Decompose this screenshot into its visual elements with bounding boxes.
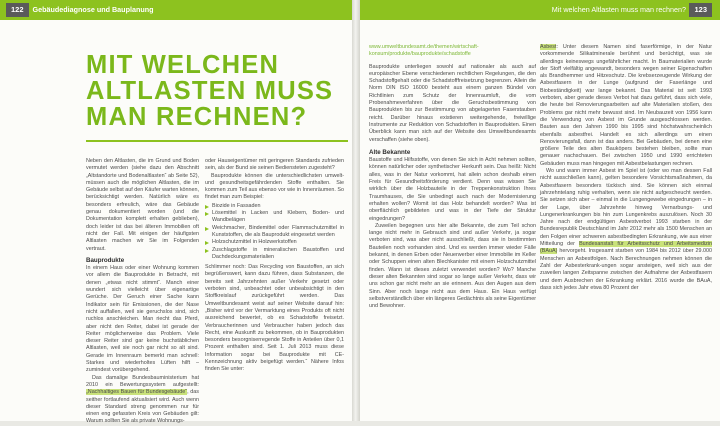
book-gutter [352, 0, 360, 421]
asbest-risk-paragraph [540, 168, 712, 292]
left-page [0, 0, 352, 425]
substance-list [205, 203, 344, 261]
right-page-header [360, 0, 720, 20]
right-section-title: Mit welchen Altlasten muss man rechnen? [551, 5, 686, 14]
left-section-title: Gebäudediagnose und Bauplanung [32, 5, 154, 15]
list-item: Weichmacher, Bindemittel oder Flammschutzmittel in Kunststoffen, die als Bauprodukt eingesetzt werden [205, 225, 344, 240]
asbest-text: : Unter diesem Namen sind faserförmige, in der Natur vorkommende Silikatminerale berühmt und berüchtigt, was sie allerdings keineswegs ungefährlicher macht. In Baumaterialien wurde der Stoff vielfältig angewandt, besonders wegen seiner Eigenschaften als Brandhemmer und Hitzeschutz. Die krebserzeugende Wirkung der Asbestfasern in der Lunge (aufgrund der Faserlänge und Biobeständigkeit) war lange bekannt. Das Material ist seit 1993 verboten, aber gerade dieses Verbot hat dazu geführt, dass sich viele, die heute bei Renovierungsarbeiten auf alte Materialien stoßen, des Problems gar nicht mehr bewusst sind. Im Neubauzeit von 1956 kann die Verwendung von Asbest im Grunde ausgeschlossen werden. Bauten aus den Jahren 1990 bis 1995 sind höchstwahrscheinlich ebenfalls asbestfrei. Handelt es sich allerdings um einen Renovierungsfall, dann ist das anders. Bei Gebäuden, bei denen eine größere Teile des alten Bauköpers bestehen bleiben, sollte man genauer nachschauen. Bei zwischen 1950 und 1990 errichteten Gebäuden muss man hingegen mit Asbestbelastungen rechnen. [540, 44, 712, 167]
col2-paragraph-3: Schlimmer noch: Das Recycling von Baustoffen, an sich begrüßenswert, kann dazu führen, dass Substanzen, die bereits seit Jahrzehnten außer Verkehr gesetzt oder verboten sind, unbeachtet oder unbeabsichtigt in den Stoffkreislauf zurückgeführt werden. Das Umweltbundesamt weist auf seiner Website darauf hin: „Bisher wird vor der Vermarktung eines Produkts oft nicht ausreichend bewertet, ob es Schadstoffe freisetzt. Verbraucherinnen und Verbraucher haben jedoch das Recht, eine Auskunft zu bekommen, ob in Bauprodukten besonders besorgniserregende Stoffe in Anteilen über 0,1 Prozent enthalten sind. Seit 1. Juli 2013 muss diese Information sogar bei Bauprodukte mit CE-Kennzeichnung aktiv beigefügt werden.“ Nähere Infos finden Sie unter: [205, 264, 344, 373]
alte-bekannte-heading: Alte Bekannte [369, 148, 411, 156]
list-item: Holzschutzmittel in Holzwerkstoffen [205, 239, 344, 246]
bundesbau-paragraph [86, 375, 199, 426]
umweltbundesamt-url[interactable]: www.umweltbundesamt.de/themen/wirtschaft-konsum/produkte/bauprodukte/schadstoffe [369, 44, 479, 58]
right-column-2 [540, 44, 712, 292]
left-page-header [0, 0, 352, 20]
right-page [360, 0, 720, 421]
bauprodukte-heading: Bauprodukte [86, 256, 125, 264]
col2-intro: oder Hauseigentümer mit geringeren Standards zufrieden sein, als der Bund sie seinen Bediensteten zugesteht? [205, 158, 344, 172]
bundesbau-text-post: , das seither fortlaufend aktualisiert wird. Auch wenn dieser Standard streng genommen nur für einen eng gefassten Kreis von Gebäuden gilt: Warum sollten Sie als private Wohnungs- [86, 389, 199, 425]
title-rule [86, 140, 348, 142]
left-column-1 [86, 158, 199, 426]
alte-bekannte-paragraph-1: Baustoffe und Hilfsstoffe, von denen Sie sich in Acht nehmen sollten, können natürlicher oder synthetischer Herkunft sein. Das heißt: Nicht alles, was in der Natur vorkommt, hat allein schon deshalb einen Freis für Gesundheitsförderung verdient. Denn was wissen Sie wirklich über die Holzbauteile in der Treppenkonstruktion Ihres Traumhauses, die Sie unbedingt auch nach der Modernisierung erhalten wollen? Womit ist das Holz behandelt worden? Was ist oberflächlich gebildeten und was in der Tiefe der Struktur eingedrungen? [369, 157, 536, 222]
right-page-number: 123 [689, 3, 712, 17]
right-column-1 [369, 44, 536, 310]
list-item: Zuschlagstoffe in mineralischen Baustoffen und Dachdeckungsmaterialien [205, 247, 344, 262]
regulation-paragraph: Bauprodukte unterliegen sowohl auf nationaler als auch auf europäischer Ebene verschiedenen rechtlichen Regelungen, die den Schadstoffgehalt oder die Schadstofffreisetzung begrenzen. Allein die Norm DIN ISO 16000 besteht aus einem ganzen Bündel von Richtlinien zum Schutz der Innenraumluft, die vom Probenahmeverfahren über die Geruchsbestimmung von Bauprodukten bis zur Bestimmung von abgelagerten Faserstauben reicht. Darüber hinaus existieren weitergehende, freiwillige Instrumente zur Reduktion von Schadstoffen in Bauprodukten. Einen Überblick kann man sich auf der Website des Umweltbundesamts verschaffen (siehe oben). [369, 63, 536, 143]
asbest-paragraph [540, 44, 712, 168]
nachhaltiges-bauen-highlight: „Nachhaltiges Bauen für Bundesgebäude“ [86, 389, 188, 396]
bauprodukte-paragraph: In einem Haus oder einer Wohnung kommen vor allem die Bauprodukte in Betracht, mit denen „etwas nicht stimmt“. Manch einer wundert sich vielleicht über eigenartige Gerüche. Der Geruch einer Sache kann Indikator sein für Emissionen, die der Nase nicht auffallen, weil sie geruchslos sind, sich ruchlos anschleichen. Man riecht das Pferd, aber nicht den Reiter, dabei ist gerade der Reiter möglicherweise das Problem. Viele dieser Reiter sind gar keine buchstäblichen Altlasten, weil sie noch gar nicht so alt sind. Gerade im Innenraum bemerkt man schnell: Starkes und wiederholtes Lüften hilft – zumindest vorübergehend. [86, 265, 199, 374]
col2-paragraph-2: Bauprodukte können die unterschiedlichsten umwelt- und gesundheitsgefährdenden Stoffe enthalten. Sie kommen zum Teil aus ebenso vor wie in Innenräumen. So findet man zum Beispiel: [205, 172, 344, 201]
asbest-highlight: Asbest [540, 44, 557, 50]
list-item: Lösemittel in Lacken und Klebern, Boden- und Wandbelägen [205, 210, 344, 225]
left-page-number: 122 [6, 3, 29, 17]
alte-bekannte-paragraph-2: Zuweilen begegnen uns hier alte Bekannte, die zum Teil schon lange nicht mehr in Gebrauch sind und außer Verkehr, ja sogar verboten sind, was aber nicht ausschließt, dass sie in bestimmten Bauteilen noch vorhanden sind. Und es werden immer wieder Fälle bekannt, in denen Erben oder Neuerwerber einer Immobilie im Keller oder Schuppen einen alten Blechkanister mit einem Holzschutzmittel finden. Wann ist dieses zuletzt verwendet worden? Wo? Manche dieser alten Bekannten sind sogar so lange außer Verkehr, dass wir uns schon gar nicht mehr an sie erinnern. Aus den Augen aus dem Sinn. Aber noch lange nicht aus dem Haus. Ein Haus verfügt selbstverständlich über ein längeres Gedächtnis als seine Eigentümer und Bewohner. [369, 222, 536, 310]
bundesbau-text-pre: Das damalige Bundesbauministerium hat 2010 ein Bewertungssystem aufgestellt: [86, 374, 199, 388]
list-item: Biozide in Fassaden [205, 203, 344, 210]
asbest-risk-text-pre: Wo und wann immer Asbest im Spiel ist (oder wo man dessen Fall nicht ausschließen kann), gelten besondere Vorsichtsmaßnahmen, da Asbestfasern besonders tückisch sind. Sie können sich einmal jahrzehntelang ruhig verhalten, wenn sie nicht aufgescheucht werden. Sie setzen sich aber – einmal in die Lungengewebe eingedrungen – in der Lage, über Jahrzehnte hinweg Vernarbungs- und Lungenerkrankungen bis hin zum Lungenkrebs auszulösen. Noch 30 Jahre nach der endgültigen Asbestverbot 1993 starben in der Bundesrepublik Deutschland im Jahr 2012 mehr als 1500 Menschen an den Folgen einer schweren asbestbedingten Erkrankung, wie aus einer Mitteilung der [540, 168, 712, 248]
asbest-risk-text-post: hervorgeht. Insgesamt starben von 1984 bis 2012 über 29.000 Menschen an Asbestfolgen. Nach Berechnungen nehmen können die Zahl der Asbesterkrank-ungen sogar ansteigen, weil sich aus der zuweilen langen Zeitspanne zwischen der Aufnahme der Asbestfasern und dem Ausbrechen der Erkrankung erklärt. 2016 wurde die BAuA, dass sich jedes Jahr etwa 80 Prozent der [540, 248, 712, 291]
article-title: MIT WELCHEN ALTLASTEN MUSS MAN RECHNEN? [86, 51, 334, 131]
intro-paragraph: Neben den Altlasten, die im Grund und Boden vermutet werden (siehe dazu den Abschnitt „Altstandorte und Bodenaltlasten“ ab Seite 52), müssen auch die möglichen Altlasten, die im Gebäude selbst auf den Käufer warten können, berücksichtigt werden. Natürlich wäre es besonders erfreulich, wäre das Gebäude genau dokumentiert worden (und die Dokumentation komplett erhalten geblieben), doch leider ist das bei älteren Immobilien oft nicht der Fall. Mit einigen der häufigsten Altlasten machen wir Sie im Folgenden vertraut. [86, 158, 199, 252]
baua-highlight: Bundesanstalt für Arbeitsschutz und Arbeitsmedizin (BAuA) [540, 241, 713, 255]
left-column-2 [205, 158, 344, 374]
